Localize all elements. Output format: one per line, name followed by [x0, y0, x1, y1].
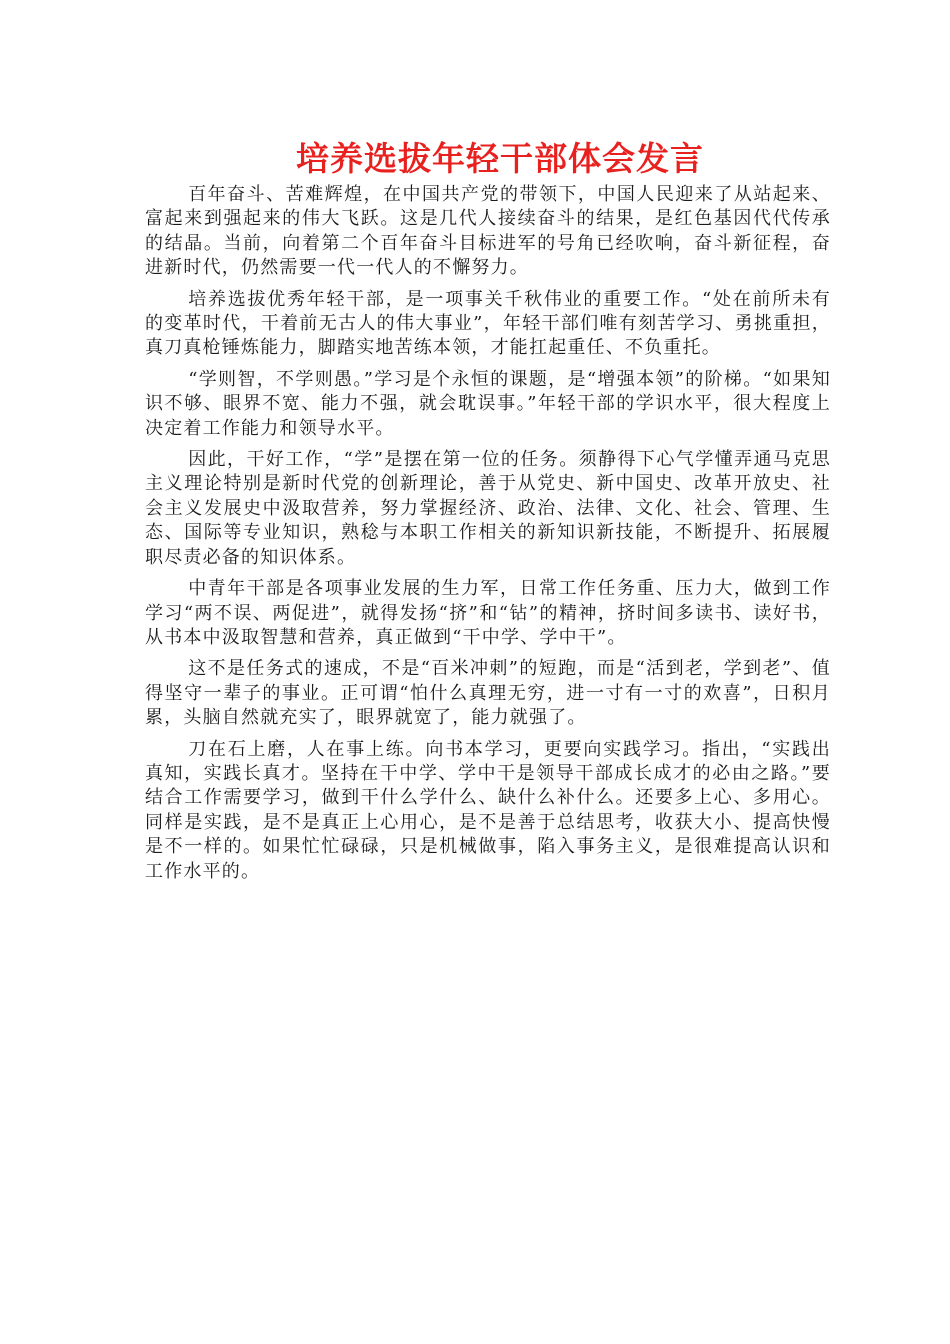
paragraph-6: 这不是任务式的速成，不是“百米冲刺”的短跑，而是“活到老，学到老”、值得坚守一辈子的事业。正可谓“怕什么真理无穷，进一寸有一寸的欢喜”，日积月累，头脑自然就充实了，眼界就宽了，能力就强了。 — [145, 658, 831, 729]
paragraph-4: 因此，干好工作，“学”是摆在第一位的任务。须静得下心气学懂弄通马克思主义理论特别是新时代党的创新理论，善于从党史、新中国史、改革开放史、社会主义发展史中汲取营养，努力掌握经济、政治、法律、文化、社会、管理、生态、国际等专业知识，熟稔与本职工作相关的新知识新技能，不断提升、拓展履职尽责必备的知识体系。 — [145, 449, 831, 568]
paragraph-7: 刀在石上磨，人在事上练。向书本学习，更要向实践学习。指出，“实践出真知，实践长真才。坚持在干中学、学中干是领导干部成长成才的必由之路。”要结合工作需要学习，做到干什么学什么、缺什么补什么。还要多上心、多用心。同样是实践，是不是真正上心用心，是不是善于总结思考，收获大小、提高快慢是不一样的。如果忙忙碌碌，只是机械做事，陷入事务主义，是很难提高认识和工作水平的。 — [145, 738, 831, 882]
document-body — [145, 183, 831, 891]
document-title: 培养选拔年轻干部体会发言 — [296, 139, 704, 178]
paragraph-1: 百年奋斗、苦难辉煌，在中国共产党的带领下，中国人民迎来了从站起来、富起来到强起来的伟大飞跃。这是几代人接续奋斗的结果，是红色基因代代传承的结晶。当前，向着第二个百年奋斗目标进军的号角已经吹响，奋斗新征程，奋进新时代，仍然需要一代一代人的不懈努力。 — [145, 184, 831, 279]
paragraph-3: “学则智，不学则愚。”学习是个永恒的课题，是“增强本领”的阶梯。“如果知识不够、眼界不宽、能力不强，就会耽误事。”年轻干部的学识水平，很大程度上决定着工作能力和领导水平。 — [145, 368, 831, 439]
paragraph-5: 中青年干部是各项事业发展的生力军，日常工作任务重、压力大，做到工作学习“两不误、两促进”，就得发扬“挤”和“钻”的精神，挤时间多读书、读好书，从书本中汲取智慧和营养，真正做到“干中学、学中干”。 — [145, 578, 831, 648]
paragraph-2: 培养选拔优秀年轻干部，是一项事关千秋伟业的重要工作。“处在前所未有的变革时代，干着前无古人的伟大事业”，年轻干部们唯有刻苦学习、勇挑重担，真刀真枪锤炼能力，脚踏实地苦练本领，才能扛起重任、不负重托。 — [145, 288, 831, 359]
